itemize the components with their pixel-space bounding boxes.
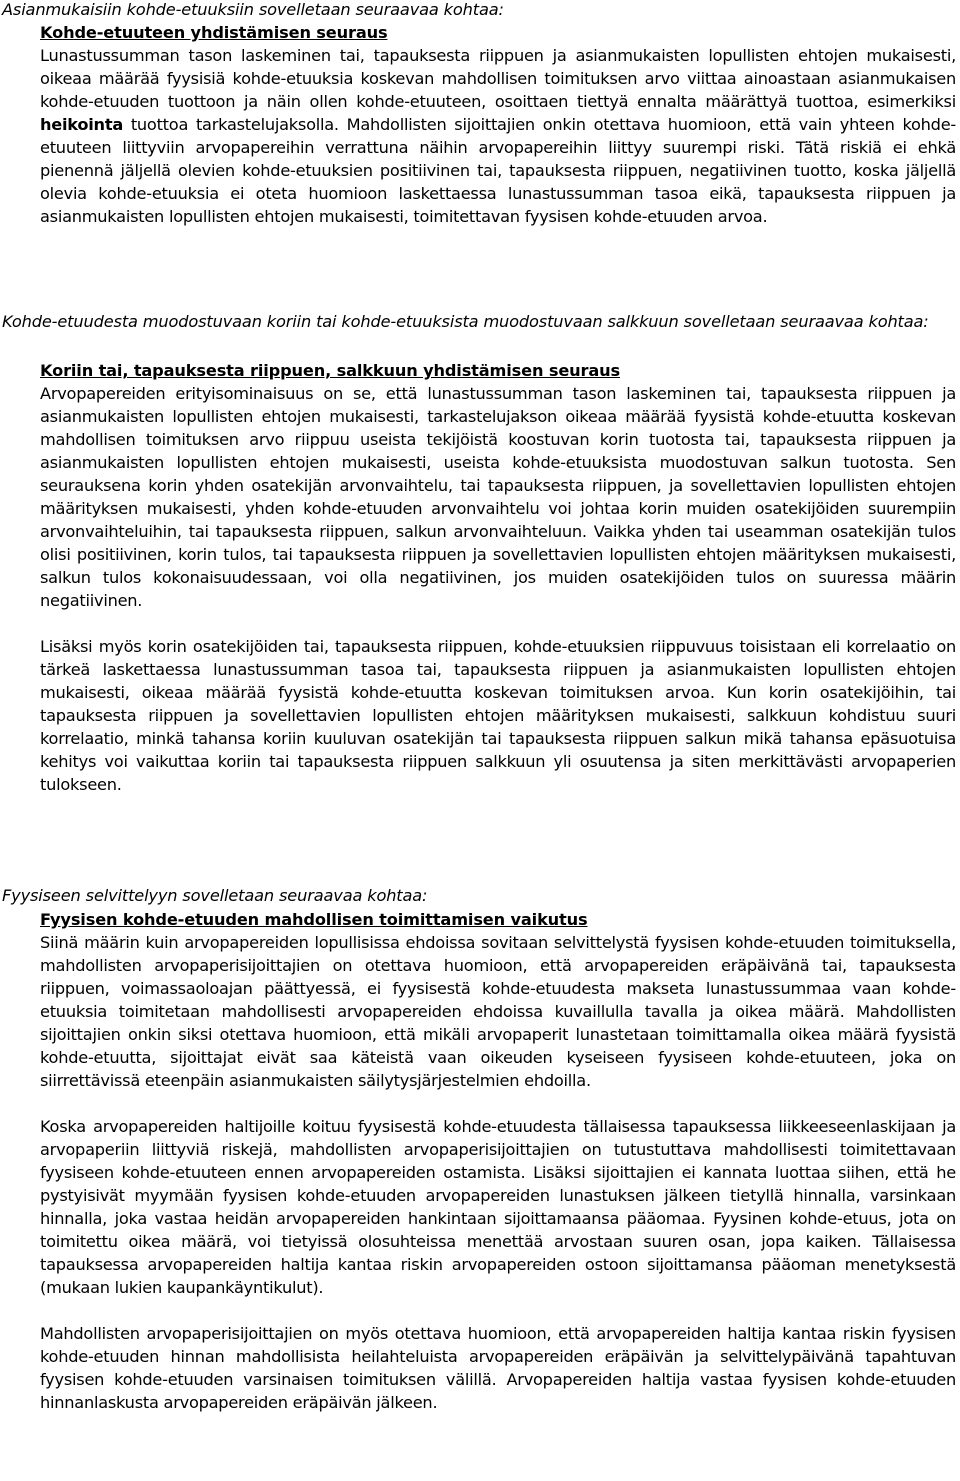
section3-intro: Fyysiseen selvittelyyn sovelletaan seuraavaa kohtaa: [2,886,428,905]
section3-paragraph-1: Siinä määrin kuin arvopapereiden lopullisissa ehdoissa sovitaan selvittelystä fyysisen kohde-etuuden toimituksella, mahdollisten arvopaperisijoittajien on otettava huomioon, että arvopapereiden eräpäivänä tai, tapauksesta riippuen, voimassaoloajan päättyessä, ei fyysisestä kohde-etuudesta makseta lunastussummaa vaan kohde-etuuksia toimitetaan mahdollisesti arvopapereiden ehdoissa kuvaillulla tavalla ja oikea määrä. Mahdollisten sijoittajien onkin siksi otettava huomioon, että mikäli arvopaperit lunastetaan toimittamalla oikea määrä fyysistä kohde-etuutta, sijoittajat eivät saa käteistä vaan oikeuden kyseiseen fyysiseen kohde-etuuteen, joka on siirrettävissä eteenpäin asianmukaisten säilytysjärjestelmien ehdoilla. [40,933,956,1090]
section1-paragraph-bold: heikointa [40,115,123,134]
section2-paragraph-1: Arvopapereiden erityisominaisuus on se, että lunastussumman tason laskeminen tai, tapauksesta riippuen ja asianmukaisten lopullisten ehtojen mukaisesti, tarkastelujakson oikeaa määrää fyysistä kohde-etuutta koskevan mahdollisen toimituksen arvo riippuu useista tekijöistä koostuvan korin tuotosta tai, tapauksesta riippuen ja asianmukaisten lopullisten ehtojen mukaisesti, useista kohde-etuuksista muodostuvan salkun tuotosta. Sen seurauksena korin yhden osatekijän arvonvaihtelu, tai tapauksesta riippuen, ja sovellettavien lopullisten ehtojen määrityksen mukaisesti, yhden kohde-etuuden arvonvaihtelu voi johtaa korin muiden osatekijöiden suurempiin arvonvaihteluihin, tai tapauksesta riippuen, salkun arvonvaihteluun. Vaikka yhden tai useamman osatekijän tulos olisi positiivinen, korin tulos, tai tapauksesta riippuen ja sovellettavien lopullisten ehtojen määrityksen mukaisesti, salkun tulos kokonaisuudessaan, voi olla negatiivinen, jos muiden osatekijöiden tulos on suuressa määrin negatiivinen. [40,384,956,610]
section1-block [40,21,956,228]
section2-paragraph-2: Lisäksi myös korin osatekijöiden tai, tapauksesta riippuen, kohde-etuuksien riippuvuus toisistaan eli korrelaatio on tärkeä laskettaessa lunastussumman tasoa tai, tapauksesta riippuen ja asianmukaisten lopullisten ehtojen mukaisesti, oikeaa määrää fyysistä kohde-etuutta koskevan toimituksen arvoa. Kun korin osatekijöihin, tai tapauksesta riippuen ja sovellettavien lopullisten ehtojen määrityksen mukaisesti, salkkuun kohdistuu suuri korrelaatio, minkä tahansa koriin kuuluvan osatekijän tai tapauksesta riippuen salkun mikä tahansa epäsuotuisa kehitys voi vaikuttaa koriin tai tapauksesta riippuen salkkuun yli osuutensa ja siten merkittävästi arvopaperien tulokseen. [40,637,956,794]
section1-paragraph-part1: Lunastussumman tason laskeminen tai, tapauksesta riippuen ja asianmukaisten lopullisten ehtojen mukaisesti, oikeaa määrää fyysisiä kohde-etuuksia koskevan mahdollisen toimituksen arvo viittaa ainoastaan asianmukaisen kohde-etuuden tuottoon ja näin ollen kohde-etuuteen, osoittaen tiettyä ennalta määrättyä tuottoa, esimerkiksi [40,46,956,111]
section1-intro: Asianmukaisiin kohde-etuuksiin sovelletaan seuraavaa kohtaa: [2,0,504,19]
section2-intro: Kohde-etuudesta muodostuvaan koriin tai kohde-etuuksista muodostuvaan salkkuun sovelletaan seuraavaa kohtaa: [2,312,929,331]
section3-heading: Fyysisen kohde-etuuden mahdollisen toimittamisen vaikutus [40,910,588,929]
section1-heading: Kohde-etuuteen yhdistämisen seuraus [40,23,388,42]
section2-block [40,359,956,796]
section3-paragraph-3: Mahdollisten arvopaperisijoittajien on myös otettava huomioon, että arvopapereiden haltija kantaa riskin fyysisen kohde-etuuden hinnan mahdollisista heilahteluista arvopapereiden eräpäivän ja selvittelypäivänä tapahtuvan fyysisen kohde-etuuden varsinaisen toimituksen välillä. Arvopapereiden haltija vastaa fyysisen kohde-etuuden hinnanlaskusta arvopapereiden eräpäivän jälkeen. [40,1324,956,1412]
section3-block [40,908,956,1414]
section3-paragraph-2: Koska arvopapereiden haltijoille koituu fyysisestä kohde-etuudesta tällaisessa tapauksessa liikkeeseenlaskijaan ja arvopaperiin liittyviä riskejä, mahdollisten arvopaperisijoittajien on tutustuttava mahdollisesti toimitettavaan fyysiseen kohde-etuuteen ennen arvopapereiden ostamista. Lisäksi sijoittajien ei kannata luottaa siihen, että he pystyisivät myymään fyysisen kohde-etuuden arvopapereiden lunastuksen jälkeen tietyllä hinnalla, varsinkaan hinnalla, joka vastaa heidän arvopapereiden hankintaan sijoittamaansa pääomaa. Fyysinen kohde-etuus, jota on toimitettu oikea määrä, voi tietyissä olosuhteissa menettää arvostaan suuren osan, jopa kaiken. Tällaisessa tapauksessa arvopapereiden haltija kantaa riskin arvopapereiden ostoon sijoittamansa pääoman menetyksestä (mukaan lukien kaupankäyntikulut). [40,1117,956,1297]
section1-paragraph-part2: tuottoa tarkastelujaksolla. Mahdollisten sijoittajien onkin otettava huomioon, että vain yhteen kohde-etuuteen liittyviin arvopapereihin verrattuna näihin arvopapereihin liittyy suurempi riski. Tätä riskiä ei ehkä pienennä jäljellä olevien kohde-etuuksien positiivinen tai, tapauksesta riippuen, negatiivinen tuotto, koska jäljellä olevia kohde-etuuksia ei oteta huomioon laskettaessa lunastussumman tasoa eikä, tapauksesta riippuen ja asianmukaisten lopullisten ehtojen mukaisesti, toimitettavan fyysisen kohde-etuuden arvoa. [40,115,956,226]
section1-paragraph [40,44,956,228]
section2-heading: Koriin tai, tapauksesta riippuen, salkkuun yhdistämisen seuraus [40,361,620,380]
